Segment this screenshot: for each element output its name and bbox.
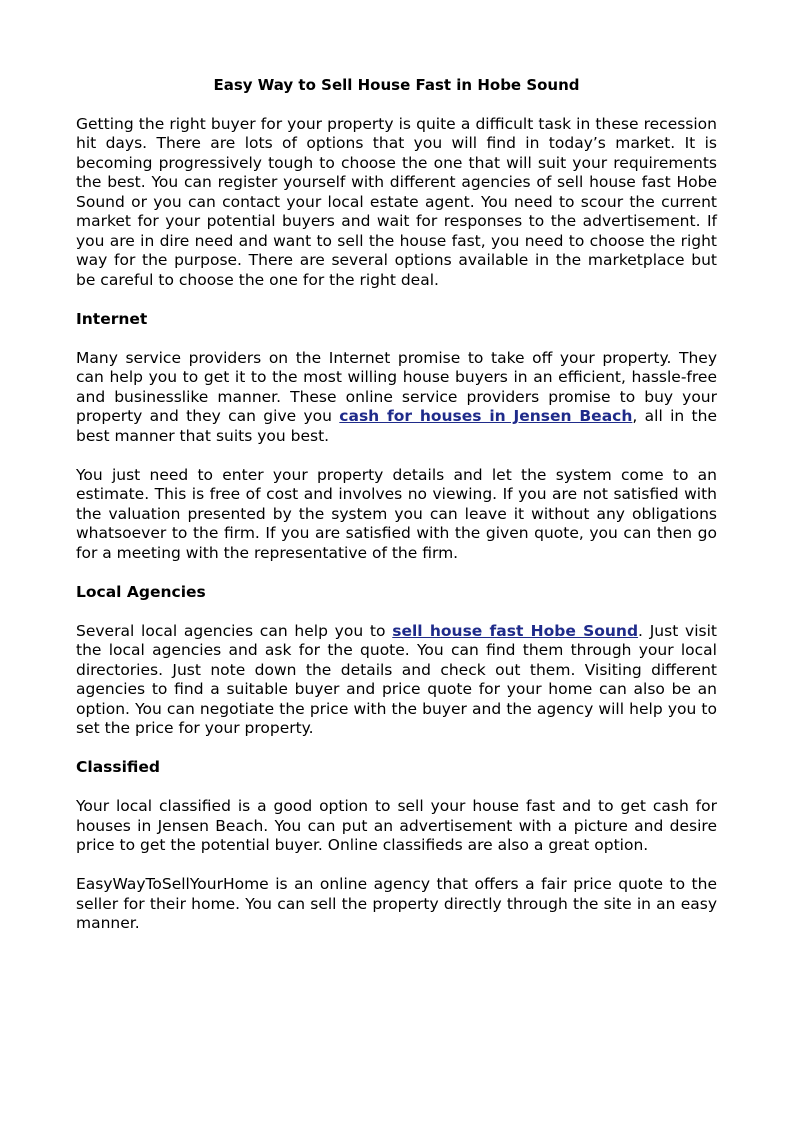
local-agencies-text-after: . Just visit the local agencies and ask for the quote. You can find them through your local directories. Just note down the details and check out them. Visiting different agencies to find a suitable buyer and price quote for your home can also be an option. You can negotiate the price with the buyer and the agency will help you to set the price for your property. [76, 621, 717, 737]
document-page [76, 76, 717, 953]
heading-internet: Internet [76, 309, 148, 328]
document-title: Easy Way to Sell House Fast in Hobe Sound [213, 76, 580, 94]
link-cash-for-houses-jensen-beach[interactable]: cash for houses in Jensen Beach [339, 407, 633, 425]
heading-local-agencies: Local Agencies [76, 582, 206, 601]
heading-classified: Classified [76, 758, 161, 776]
local-agencies-text-before: Several local agencies can help you to [76, 621, 393, 640]
internet-paragraph-2: You just need to enter your property details and let the system come to an estimate. This is free of cost and involves no viewing. If you are not satisfied with the valuation presented by the system you can leave it without any obligations whatsoever to the firm. If you are satisfied with the given quote, you can then go for a meeting with the representative of the firm. [76, 465, 717, 562]
link-sell-house-fast-hobe-sound[interactable]: sell house fast Hobe Sound [392, 621, 639, 640]
internet-p1-text-before: Many service providers on the Internet promise to take off your property. They can help you to get it to the most willing house buyers in an efficient, hassle-free and businesslike manner. These online service providers promise to buy your property and they can give you [76, 348, 717, 425]
classified-paragraph-1: Your local classified is a good option to sell your house fast and to get cash for houses in Jensen Beach. You can put an advertisement with a picture and desire price to get the potential buyer. Online classifieds are also a great option. [76, 797, 717, 854]
internet-p1-text-after: , all in the best manner that suits you best. [76, 407, 717, 445]
classified-paragraph-2: EasyWayToSellYourHome is an online agency that offers a fair price quote to the seller for their home. You can sell the property directly through the site in an easy manner. [76, 875, 717, 932]
intro-paragraph: Getting the right buyer for your property is quite a difficult task in these recession hit days. There are lots of options that you will find in today’s market. It is becoming progressively tough to choose the one that will suit your requirements the best. You can register yourself with different agencies of sell house fast Hobe Sound or you can contact your local estate agent. You need to scour the current market for your potential buyers and wait for responses to the advertisement. If you are in dire need and want to sell the house fast, you need to choose the right way for the purpose. There are several options available in the marketplace but be careful to choose the one for the right deal. [76, 114, 717, 289]
local-agencies-paragraph [76, 622, 717, 739]
internet-paragraph-1 [76, 349, 717, 447]
